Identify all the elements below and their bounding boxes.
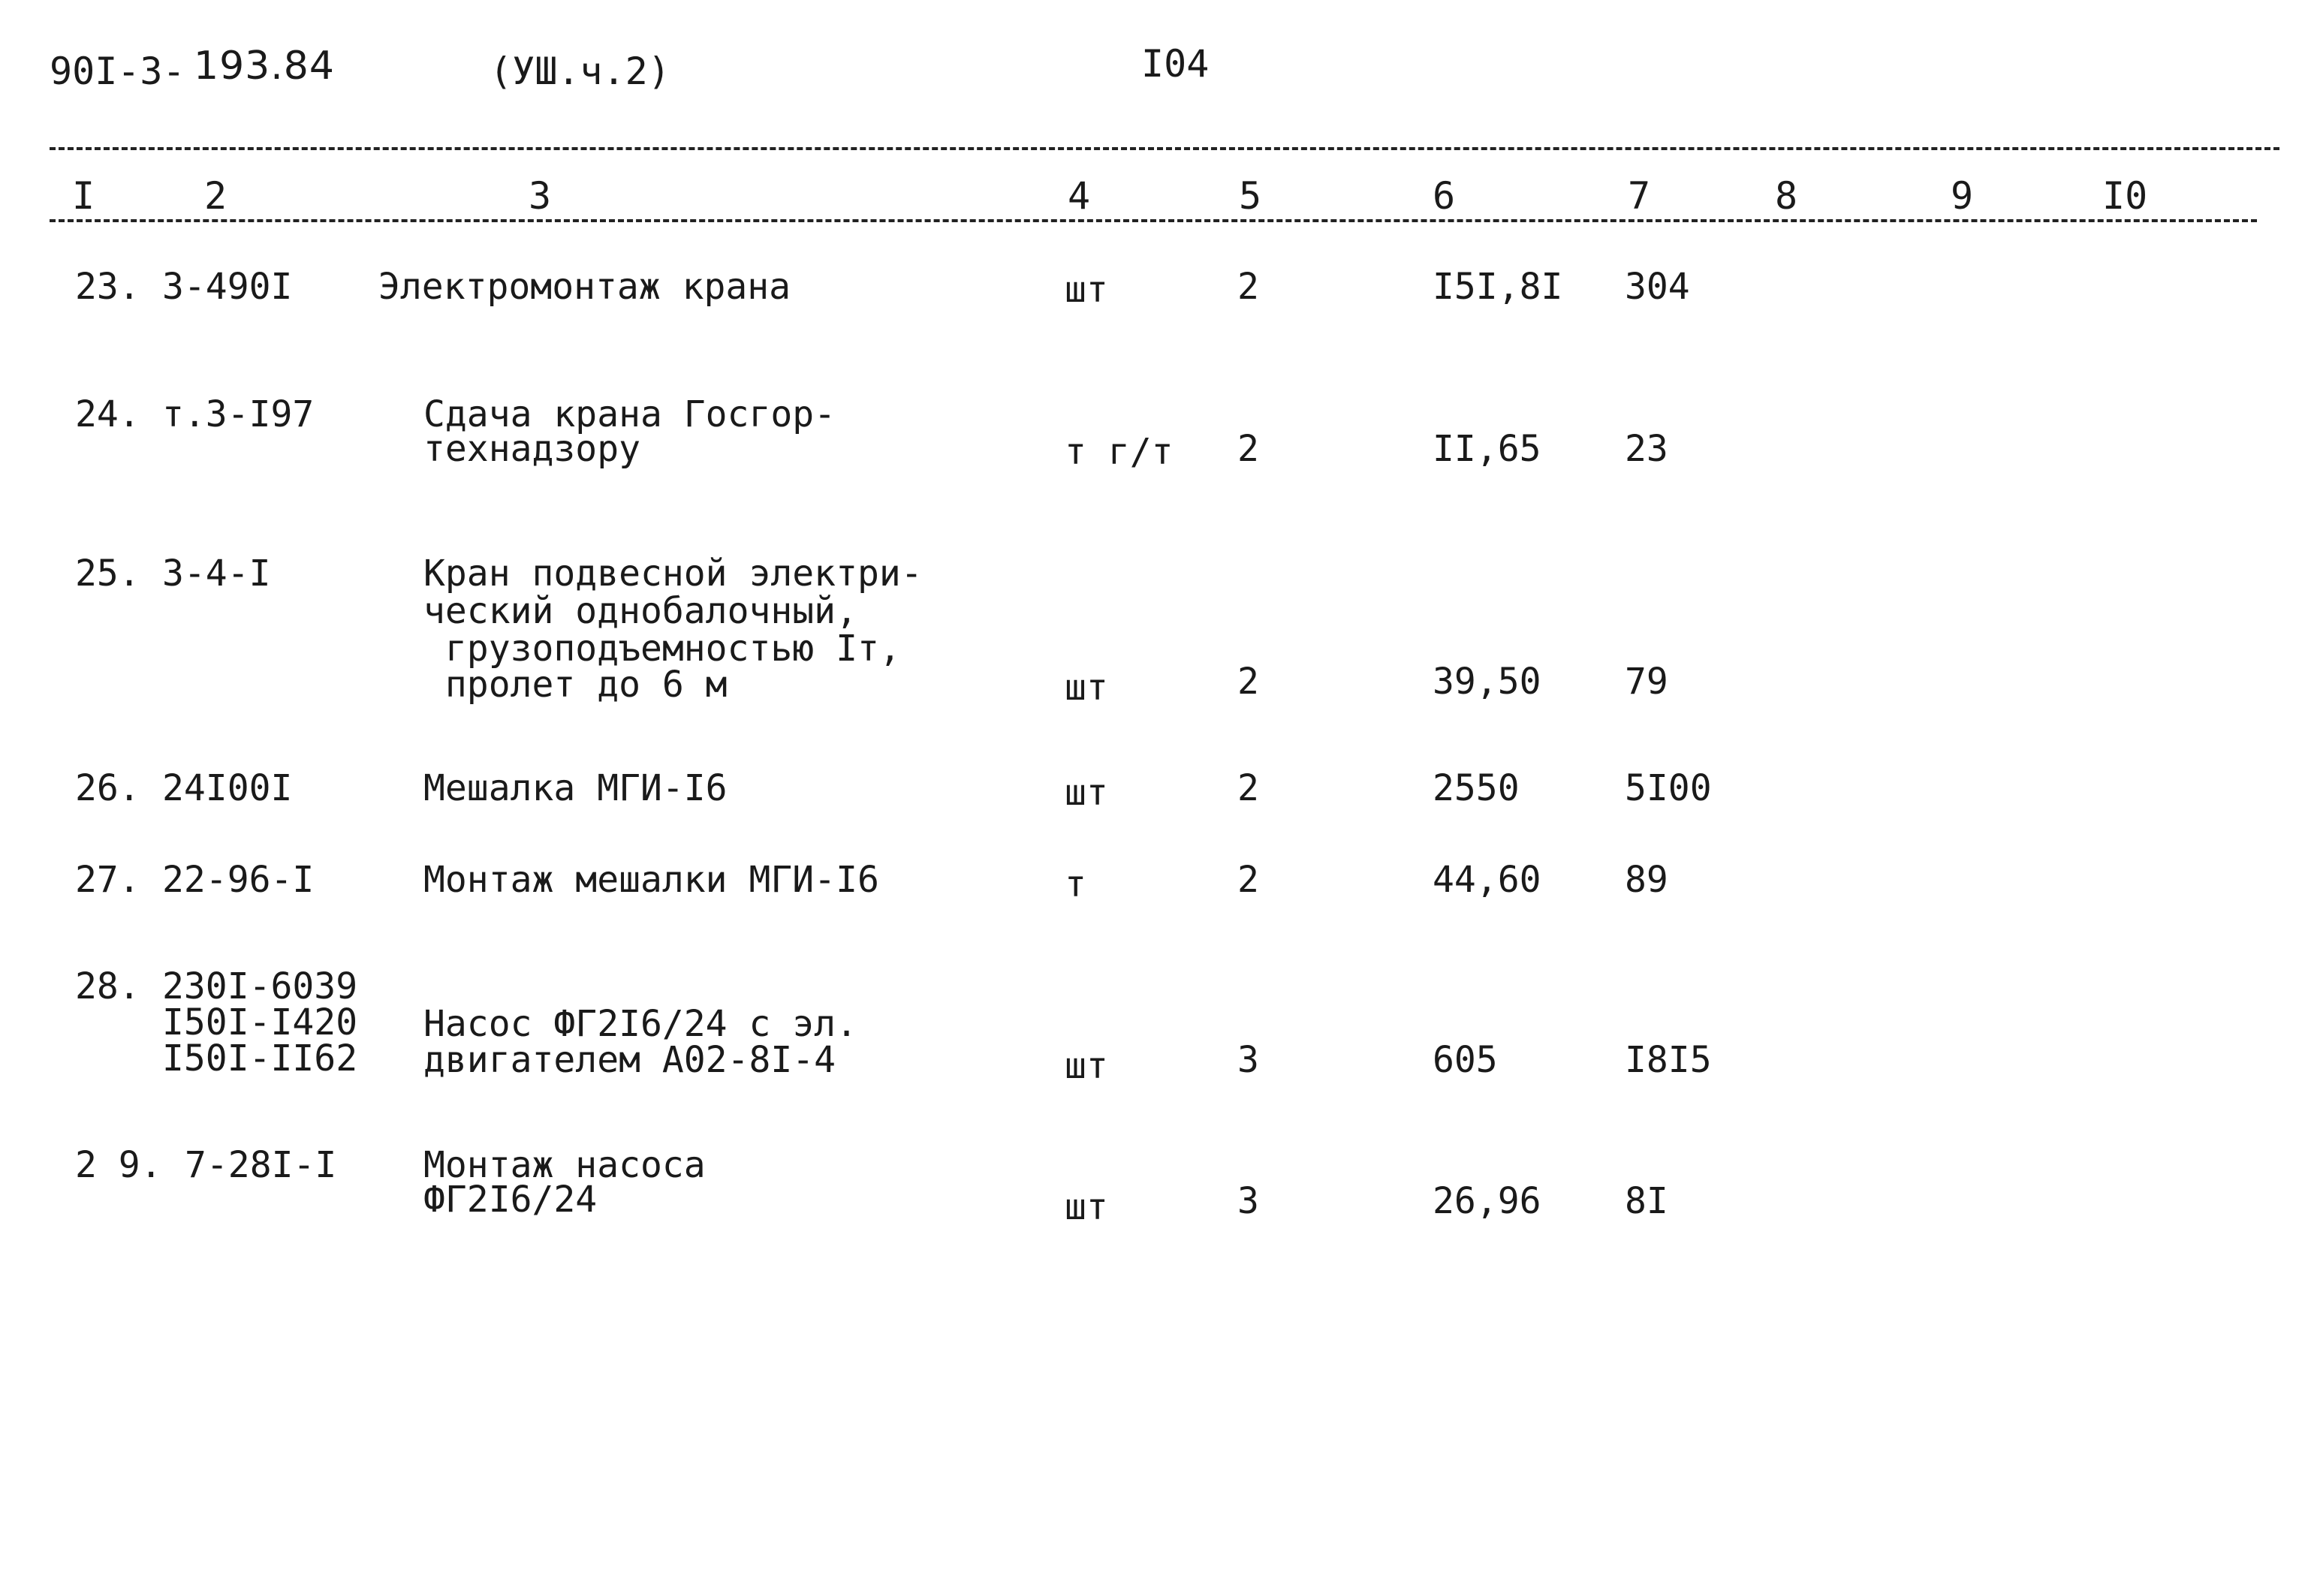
page-number: I04: [1141, 42, 1210, 86]
row-price: II,65: [1433, 428, 1541, 470]
row-name: грузоподъемностью Iт,: [423, 628, 901, 670]
row-code: 230I-6039: [162, 965, 358, 1007]
row-name: пролет до 6 м: [423, 664, 728, 706]
row-price: I5I,8I: [1433, 266, 1563, 308]
row-quantity: 3: [1237, 1180, 1259, 1222]
row-total: 79: [1625, 661, 1668, 703]
row-name: Насос ФГ2I6/24 с эл.: [423, 1003, 857, 1045]
row-code: 22-96-I: [162, 859, 315, 901]
row-total: 5I00: [1625, 767, 1712, 809]
row-price: 2550: [1433, 767, 1520, 809]
row-name: Сдача крана Госгор-: [423, 393, 836, 435]
row-name: двигателем А02-8I-4: [423, 1039, 836, 1081]
row-code: 24I00I: [162, 767, 293, 809]
row-name: ческий однобалочный,: [423, 590, 857, 632]
row-code: I50I-II62: [162, 1037, 358, 1080]
row-name: ФГ2I6/24: [423, 1179, 598, 1221]
row-name: Кран подвесной электри-: [423, 553, 923, 595]
column-number: 9: [1951, 174, 1974, 218]
row-name: Мешалка МГИ-I6: [423, 767, 728, 809]
row-unit: т г/т: [1065, 431, 1174, 473]
row-quantity: 2: [1237, 428, 1259, 470]
doc-code-handwritten: 193.84: [194, 44, 335, 89]
row-name: Монтаж насоса: [423, 1144, 706, 1186]
row-total: 89: [1625, 859, 1668, 901]
row-code: т.3-I97: [162, 393, 315, 435]
row-name: Монтаж мешалки МГИ-I6: [423, 859, 879, 901]
column-number: 8: [1775, 174, 1798, 218]
top-rule: [50, 147, 2279, 150]
row-unit: шт: [1065, 1045, 1108, 1087]
row-price: 26,96: [1433, 1180, 1541, 1222]
row-price: 44,60: [1433, 859, 1541, 901]
row-code: I50I-I420: [162, 1001, 358, 1043]
column-number: I: [72, 174, 95, 218]
section-label: (УШ.ч.2): [490, 50, 670, 93]
row-total: 8I: [1625, 1180, 1668, 1222]
row-number: 25.: [75, 553, 140, 595]
row-total: 23: [1625, 428, 1668, 470]
column-number: 7: [1628, 174, 1651, 218]
row-unit: шт: [1065, 667, 1108, 709]
row-quantity: 2: [1237, 767, 1259, 809]
row-total: 304: [1625, 266, 1690, 308]
column-number: 4: [1068, 174, 1091, 218]
row-total: I8I5: [1625, 1039, 1712, 1081]
row-number: 26.: [75, 767, 140, 809]
row-price: 39,50: [1433, 661, 1541, 703]
row-code: 3-490I: [162, 266, 293, 308]
column-number: 5: [1239, 174, 1262, 218]
row-name: Электромонтаж крана: [378, 266, 791, 308]
row-code: 7-28I-I: [185, 1144, 337, 1186]
row-quantity: 2: [1237, 661, 1259, 703]
row-number: 23.: [75, 266, 140, 308]
row-quantity: 2: [1237, 266, 1259, 308]
row-code: 3-4-I: [162, 553, 271, 595]
row-unit: шт: [1065, 772, 1108, 814]
row-name: технадзору: [423, 428, 640, 470]
column-number: I0: [2102, 174, 2148, 218]
row-number: 2 9.: [75, 1144, 162, 1186]
row-number: 28.: [75, 965, 140, 1007]
row-quantity: 3: [1237, 1039, 1259, 1081]
row-unit: т: [1065, 863, 1086, 905]
row-number: 27.: [75, 859, 140, 901]
column-number: 3: [529, 174, 552, 218]
column-number: 6: [1433, 174, 1456, 218]
doc-code: 90I-3-: [50, 50, 185, 93]
row-unit: шт: [1065, 269, 1108, 311]
row-quantity: 2: [1237, 859, 1259, 901]
column-header-rule: [50, 219, 2257, 222]
column-number: 2: [204, 174, 227, 218]
row-number: 24.: [75, 393, 140, 435]
row-price: 605: [1433, 1039, 1498, 1081]
row-unit: шт: [1065, 1186, 1108, 1228]
